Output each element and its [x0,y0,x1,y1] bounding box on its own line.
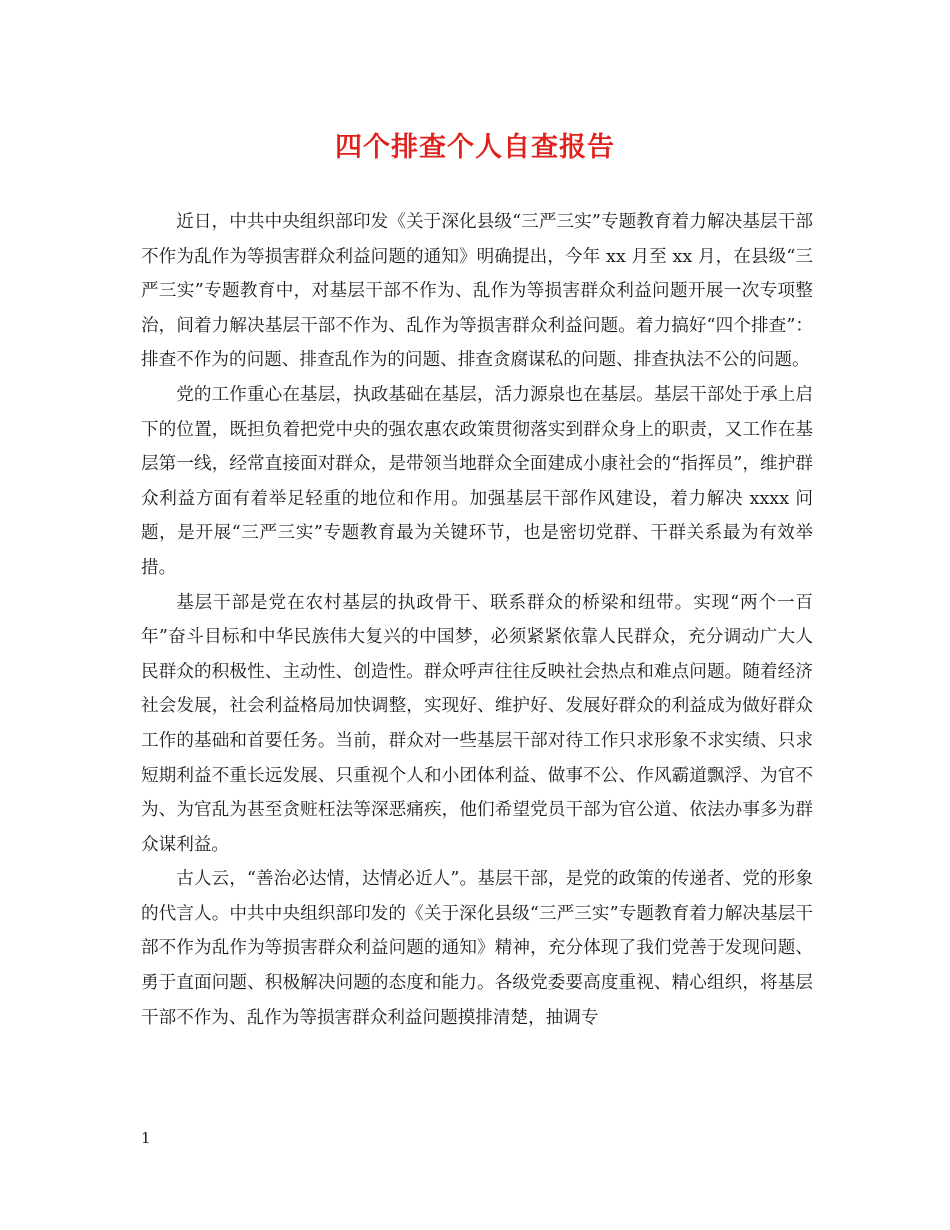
paragraph: 古人云，“善治必达情，达情必近人”。基层干部，是党的政策的传递者、党的形象的代言人。中共中央组织部印发的《关于深化县级“三严三实”专题教育着力解决基层干部不作为乱作为等损害群众利益问题的通知》精神，充分体现了我们党善于发现问题、勇于直面问题、积极解决问题的态度和能力。各级党委要高度重视、精心组织，将基层干部不作为、乱作为等损害群众利益问题摸排清楚，抽调专 [141,869,813,1028]
paragraph: 基层干部是党在农村基层的执政骨干、联系群众的桥梁和纽带。实现“两个一百年”奋斗目标和中华民族伟大复兴的中国梦，必须紧紧依靠人民群众，充分调动广大人民群众的积极性、主动性、创造性。群众呼声往往反映社会热点和难点问题。随着经济社会发展，社会利益格局加快调整，实现好、维护好、发展好群众的利益成为做好群众工作的基础和首要任务。当前，群众对一些基层干部对待工作只求形象不求实绩、只求短期利益不重长远发展、只重视个人和小团体利益、做事不公、作风霸道飘浮、为官不为、为官乱为甚至贪赃枉法等深恶痛疾，他们希望党员干部为官公道、依法办事多为群众谋利益。 [141,592,813,855]
document-title: 四个排查个人自查报告 [335,132,615,163]
page-number: 1 [141,1129,151,1147]
paragraph: 党的工作重心在基层，执政基础在基层，活力源泉也在基层。基层干部处于承上启下的位置，既担负着把党中央的强农惠农政策贯彻落实到群众身上的职责，又工作在基层第一线，经常直接面对群众，是带领当地群众全面建成小康社会的“指挥员”，维护群众利益方面有着举足轻重的地位和作用。加强基层干部作风建设，着力解决 xxxx 问题，是开展“三严三实”专题教育最为关键环节，也是密切党群、干群关系最为有效举措。 [141,384,813,578]
document-body [141,205,813,1035]
paragraph: 近日，中共中央组织部印发《关于深化县级“三严三实”专题教育着力解决基层干部不作为乱作为等损害群众利益问题的通知》明确提出，今年 xx 月至 xx 月，在县级“三严三实”专题教育中，对基层干部不作为、乱作为等损害群众利益问题开展一次专项整治，间着力解决基层干部不作为、乱作为等损害群众利益问题。着力搞好“四个排查”：排查不作为的问题、排查乱作为的问题、排查贪腐谋私的问题、排查执法不公的问题。 [141,212,813,371]
